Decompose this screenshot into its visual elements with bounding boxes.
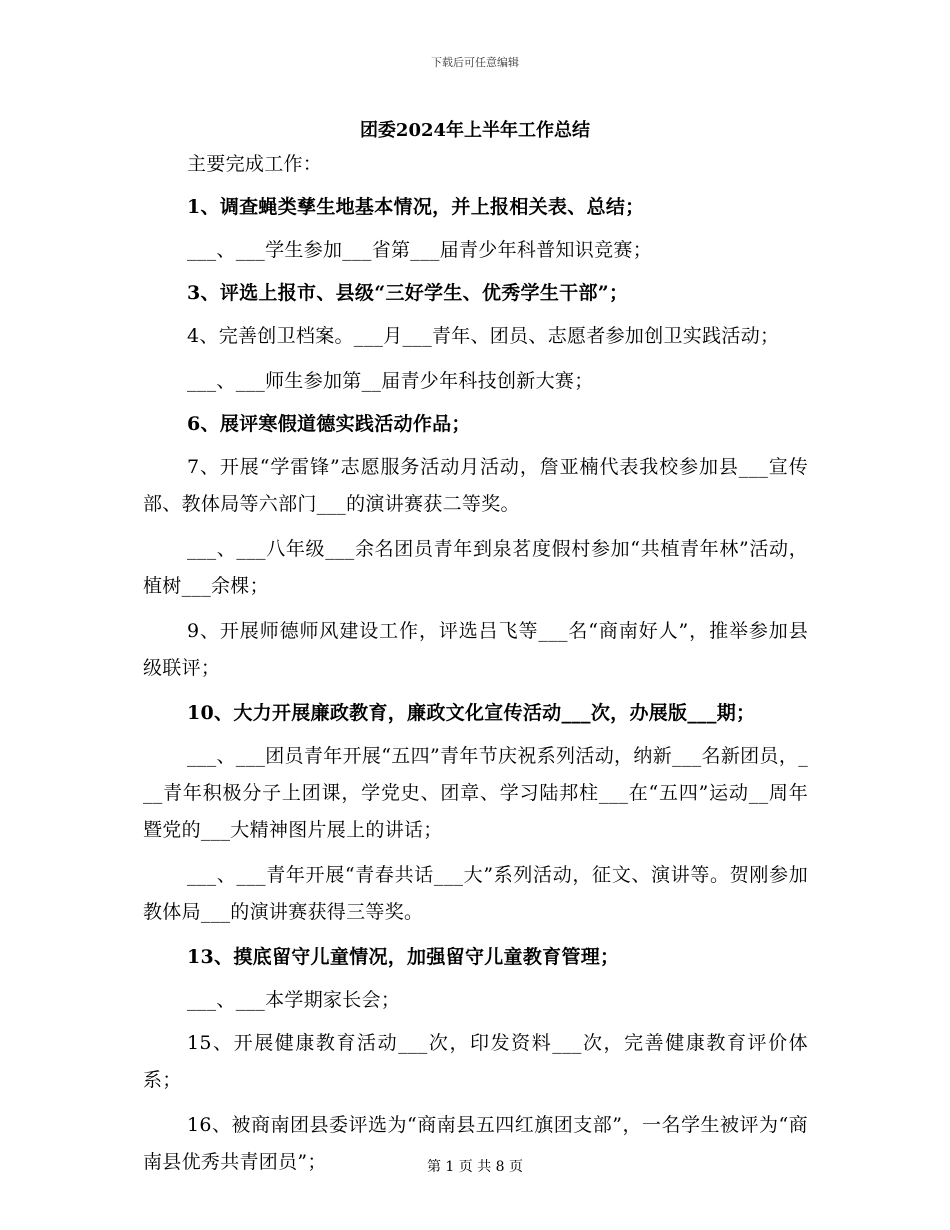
paragraph-item-13: 13、摸底留守儿童情况，加强留守儿童教育管理； [187,946,620,968]
paragraph-intro: 主要完成工作： [187,153,323,175]
paragraph-item-7: 7、开展“学雷锋”志愿服务活动月活动，詹亚楠代表我校参加县___宣传部、教体局等六部门___的演讲赛获二等奖。 [143,456,808,515]
paragraph-item-14: ___、___本学期家长会； [187,989,401,1011]
paragraph-item-2: ___、___学生参加___省第___届青少年科普知识竞赛； [187,239,653,261]
paragraph-item-4: 4、完善创卫档案。___月___青年、团员、志愿者参加创卫实践活动； [187,325,780,347]
paragraph-item-15: 15、开展健康教育活动___次，印发资料___次，完善健康教育评价体系； [143,1032,808,1091]
paragraph-item-16: 16、被商南团县委评选为“商南县五四红旗团支部”，一名学生被评为“商南县优秀共青团员”； [143,1114,808,1173]
document-body [143,146,808,1189]
paragraph-item-10: 10、大力开展廉政教育，廉政文化宣传活动___次，办展版___期； [187,702,756,724]
paragraph-item-11: ___、___团员青年开展“五四”青年节庆祝系列活动，纳新___名新团员，___青年积极分子上团课，学党史、团章、学习陆邦柱___在“五四”运动__周年暨党的___大精神图片展上的讲话； [143,745,808,841]
paragraph-item-9: 9、开展师德师风建设工作，评选吕飞等___名“商南好人”，推举参加县级联评； [143,620,808,679]
page-header-note: 下载后可任意编辑 [431,56,519,69]
page-number: 第 1 页 共 8 页 [426,1159,524,1175]
paragraph-item-1: 1、调查蝇类孳生地基本情况，并上报相关表、总结； [187,196,645,218]
paragraph-item-3: 3、评选上报市、县级“三好学生、优秀学生干部”； [187,282,629,304]
paragraph-item-12: ___、___青年开展“青春共话___大”系列活动，征文、演讲等。贺刚参加教体局___的演讲赛获得三等奖。 [143,864,808,923]
document-title: 团委2024年上半年工作总结 [359,120,591,141]
paragraph-item-6: 6、展评寒假道德实践活动作品； [187,413,471,435]
paragraph-item-8: ___、___八年级___余名团员青年到泉茗度假村参加“共植青年林”活动，植树___余棵； [143,538,808,597]
paragraph-item-5: ___、___师生参加第__届青少年科技创新大赛； [187,370,594,392]
